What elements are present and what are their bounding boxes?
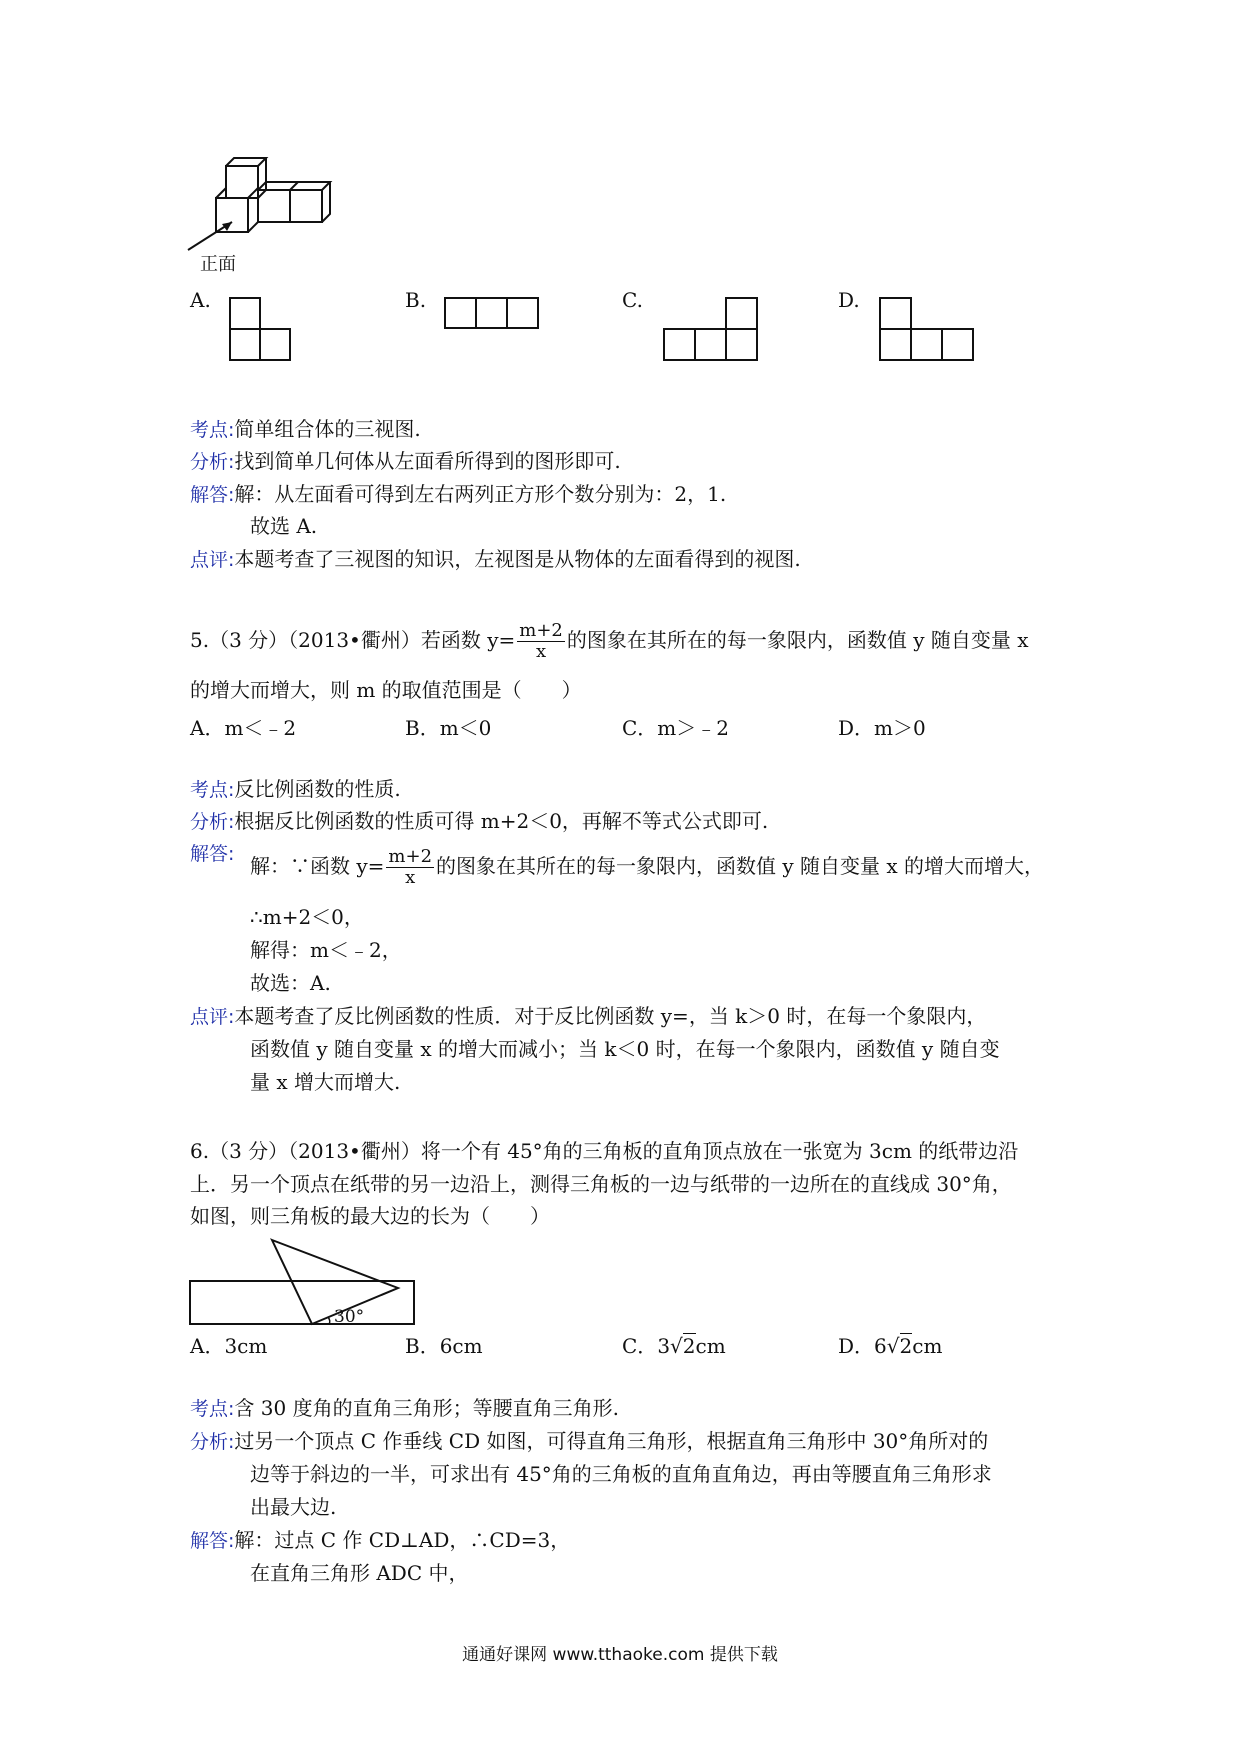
q5-fraction: $\frac{m+2}{x}$ <box>519 620 563 662</box>
front-label: 正面 <box>200 254 236 275</box>
q5-jieda-line3: 解得：m＜﹣2， <box>250 938 402 962</box>
q5-stem-line2: 的增大而增大，则 m 的取值范围是（ ） <box>190 678 582 702</box>
q5-jieda-line1: 解：∵函数 y= $\frac{m+2}{x}$ 的图象在其所在的每一象限内，函数值 y 随自变量 x 的增大而增大， <box>250 846 1045 888</box>
q4-option-c-figure <box>662 296 762 362</box>
q4-kaodian: 考点:简单组合体的三视图. <box>190 417 421 441</box>
q4-fenxi: 分析:找到简单几何体从左面看所得到的图形即可. <box>190 449 621 473</box>
q4-jieda-line2: 故选 A. <box>250 514 318 538</box>
q4-jieda: 解答:解：从左面看可得到左右两列正方形个数分别为：2，1. <box>190 482 727 506</box>
q4-option-b-letter: B. <box>405 288 427 312</box>
q5-kaodian: 考点:反比例函数的性质. <box>190 777 401 801</box>
angle-label: 30° <box>334 1307 365 1327</box>
q5-jieda-line4: 故选：A. <box>250 971 331 995</box>
q4-option-d-letter: D. <box>838 288 860 312</box>
q5-option-b: B．m＜0 <box>405 716 492 740</box>
q5-dianping-line2: 函数值 y 随自变量 x 的增大而减小；当 k＜0 时，在每一个象限内，函数值 y 随自变 <box>250 1037 1000 1061</box>
q6-fenxi-line2: 边等于斜边的一半，可求出有 45°角的三角板的直角直角边，再由等腰直角三角形求 <box>250 1462 992 1486</box>
q6-kaodian: 考点:含 30 度角的直角三角形；等腰直角三角形. <box>190 1396 619 1420</box>
q6-option-c: C．3√2cm <box>622 1334 726 1358</box>
q5-option-a: A．m＜﹣2 <box>190 716 297 740</box>
q5-jieda-fraction: $\frac{m+2}{x}$ <box>388 846 433 888</box>
sqrt-sign: √ <box>670 1334 683 1358</box>
q6-option-d: D．6√2cm <box>838 1334 943 1358</box>
sqrt-sign: √ <box>886 1334 900 1358</box>
q5-option-d: D．m＞0 <box>838 716 926 740</box>
q5-fenxi: 分析:根据反比例函数的性质可得 m+2＜0，再解不等式公式即可. <box>190 809 769 833</box>
q6-jieda-line2: 在直角三角形 ADC 中， <box>250 1561 469 1585</box>
q5-option-c: C．m＞﹣2 <box>622 716 729 740</box>
page-footer: 通通好课网 www.tthaoke.com 提供下载 <box>462 1645 778 1665</box>
q6-fenxi: 分析:过另一个顶点 C 作垂线 CD 如图，可得直角三角形，根据直角三角形中 30°角所对的 <box>190 1429 989 1453</box>
q4-option-b-figure <box>443 296 543 330</box>
q6-fenxi-line3: 出最大边. <box>250 1495 337 1519</box>
q6-stem-line3: 如图，则三角板的最大边的长为（ ） <box>190 1204 550 1228</box>
q6-jieda: 解答:解：过点 C 作 CD⊥AD，∴CD=3， <box>190 1528 571 1552</box>
q6-option-b: B．6cm <box>405 1334 483 1358</box>
q5-stem: 5.（3 分）（2013•衢州）若函数 y= $\frac{m+2}{x}$ 的图象在其所在的每一象限内，函数值 y 随自变量 x <box>190 620 1029 662</box>
q4-option-a-figure <box>228 296 298 362</box>
angle-arc <box>328 1317 330 1324</box>
q6-option-a: A．3cm <box>190 1334 268 1358</box>
q4-option-a-letter: A. <box>190 288 211 312</box>
q5-jieda-label: 解答: <box>190 843 235 865</box>
q5-dianping: 点评:本题考查了反比例函数的性质．对于反比例函数 y=，当 k＞0 时，在每一个象限内， <box>190 1004 987 1028</box>
q5-dianping-line3: 量 x 增大而增大. <box>250 1070 401 1094</box>
q4-option-c-letter: C. <box>622 288 643 312</box>
q5-jieda-line2: ∴m+2＜0， <box>250 905 364 929</box>
q6-stem-line1: 6.（3 分）（2013•衢州）将一个有 45°角的三角板的直角顶点放在一张宽为 3cm 的纸带边沿 <box>190 1139 1019 1163</box>
q4-dianping: 点评:本题考查了三视图的知识，左视图是从物体的左面看得到的视图. <box>190 547 801 571</box>
q4-option-d-figure <box>878 296 978 362</box>
q6-stem-line2: 上．另一个顶点在纸带的另一边沿上，测得三角板的一边与纸带的一边所在的直线成 30°角， <box>190 1172 1012 1196</box>
